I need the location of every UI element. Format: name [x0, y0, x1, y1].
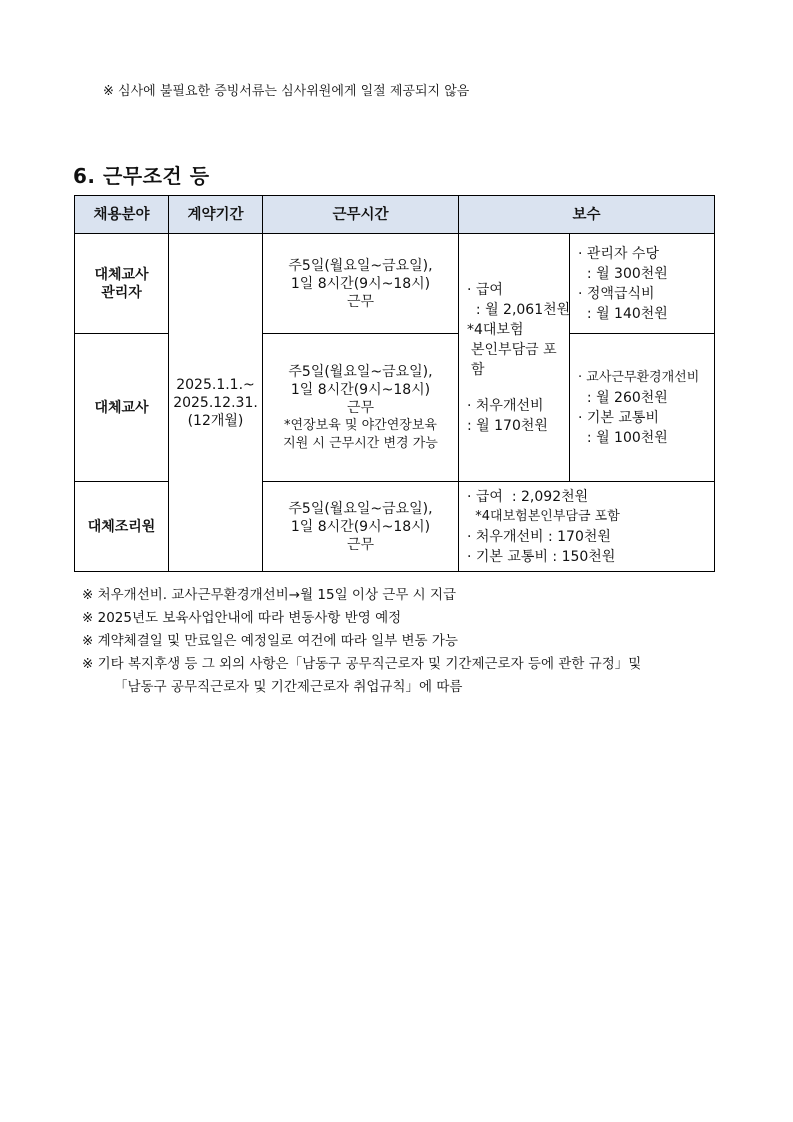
- notes: [82, 584, 641, 699]
- field-manager: 대체교사 관리자: [75, 234, 169, 334]
- note-item: ※ 처우개선비. 교사근무환경개선비→월 15일 이상 근무 시 지급: [82, 587, 457, 603]
- header-field: 채용분야: [75, 196, 169, 234]
- field-cook: 대체조리원: [75, 482, 169, 572]
- allowances-teacher: · 교사근무환경개선비 : 월 260천원 · 기본 교통비 : 월 100천원: [570, 334, 715, 482]
- allowances-manager: · 관리자 수당 : 월 300천원 · 정액급식비 : 월 140천원: [570, 234, 715, 334]
- header-period: 계약기간: [169, 196, 263, 234]
- header-pay: 보수: [459, 196, 715, 234]
- note-item: ※ 기타 복지후생 등 그 외의 사항은「남동구 공무직근로자 및 기간제근로자 등에 관한 규정」및: [82, 656, 642, 672]
- shared-pay: · 급여 : 월 2,061천원 *4대보험 본인부담금 포함 · 처우개선비 : 월 170천원: [459, 234, 570, 482]
- hours-cook: 주5일(월요일~금요일), 1일 8시간(9시~18시) 근무: [263, 482, 459, 572]
- top-note: ※ 심사에 불필요한 증빙서류는 심사위원에게 일절 제공되지 않음: [103, 84, 470, 99]
- hours-teacher: 주5일(월요일~금요일), 1일 8시간(9시~18시) 근무 *연장보육 및 야간연장보육 지원 시 근무시간 변경 가능: [263, 334, 459, 482]
- note-item: ※ 계약체결일 및 만료일은 예정일로 여건에 따라 일부 변동 가능: [82, 633, 458, 649]
- table-row: [75, 234, 715, 334]
- table-header-row: [75, 196, 715, 234]
- contract-period: 2025.1.1.~ 2025.12.31. (12개월): [169, 234, 263, 572]
- header-hours: 근무시간: [263, 196, 459, 234]
- note-item: ※ 2025년도 보육사업안내에 따라 변동사항 반영 예정: [82, 610, 402, 626]
- field-teacher: 대체교사: [75, 334, 169, 482]
- work-conditions-table: [74, 195, 715, 572]
- note-item: 「남동구 공무직근로자 및 기간제근로자 취업규칙」에 따름: [114, 679, 463, 695]
- section-title: 6. 근무조건 등: [73, 164, 210, 188]
- pay-cook: · 급여 : 2,092천원 *4대보험본인부담금 포함 · 처우개선비 : 170천원 · 기본 교통비 : 150천원: [459, 482, 715, 572]
- hours-manager: 주5일(월요일~금요일), 1일 8시간(9시~18시) 근무: [263, 234, 459, 334]
